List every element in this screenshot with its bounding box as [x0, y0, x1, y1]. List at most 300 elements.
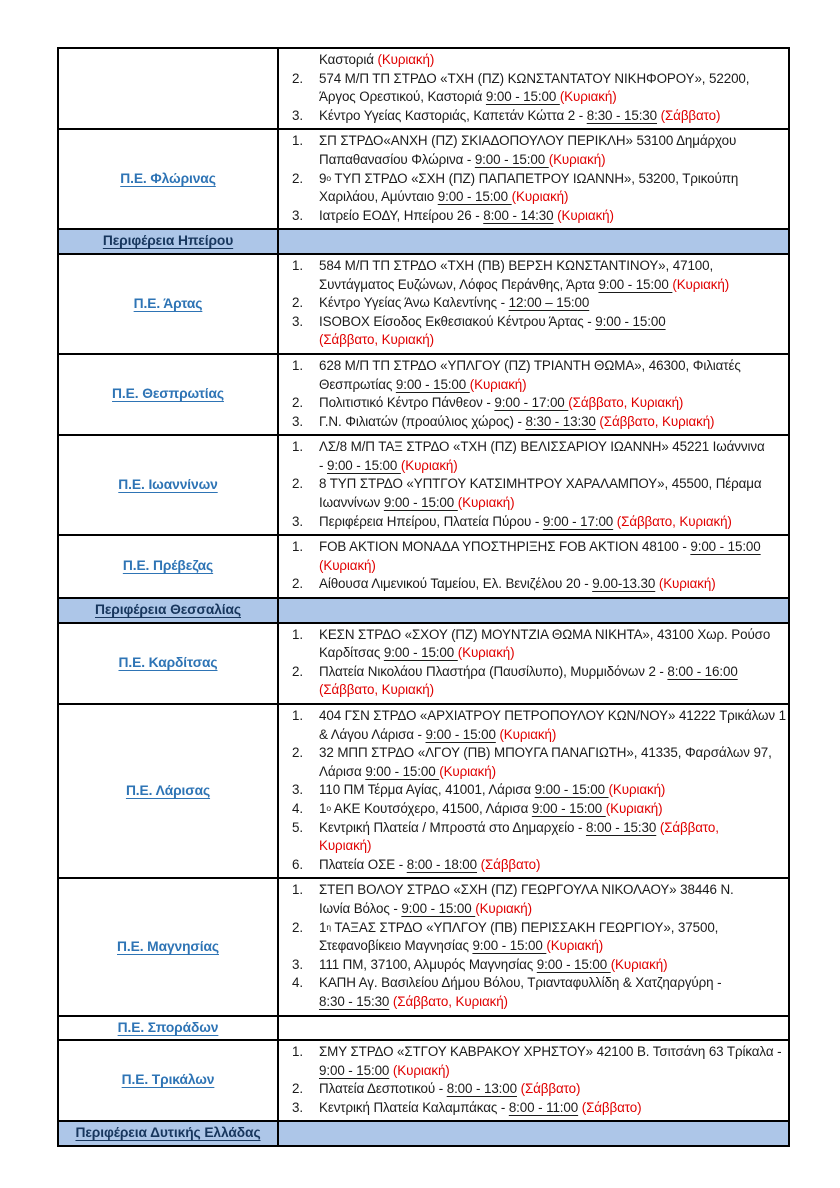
unit-label-cell — [59, 49, 279, 128]
locations-cell — [279, 599, 788, 622]
item-line — [319, 993, 782, 1012]
item-text — [319, 974, 782, 1011]
item-text — [319, 781, 782, 800]
day-note: (Κυριακή) — [400, 457, 458, 473]
day-note: (Κυριακή) — [548, 151, 606, 167]
item-line — [319, 707, 786, 726]
regional-unit-row — [59, 536, 788, 599]
schedule-time: 8:30 - 13:30 — [525, 413, 596, 429]
day-note: (Κυριακή) — [457, 645, 515, 661]
location-text: - — [319, 457, 327, 473]
unit-label-cell — [59, 705, 279, 877]
location-text: ΛΣ/8 Μ/Π ΤΑΞ ΣΤΡΔΟ «ΤΧΗ (ΠΖ) ΒΕΛΙΣΣΑΡΙΟΥ ΙΩΑΝΝΗ» 45221 Ιωάννινα — [319, 439, 765, 455]
item-number: 3. — [292, 313, 303, 329]
regional-unit-row — [59, 436, 788, 536]
item-number: 4. — [292, 800, 303, 816]
item-line — [319, 956, 782, 975]
item-line — [319, 856, 782, 875]
item-text — [319, 575, 782, 594]
region-header-label[interactable]: Περιφέρεια Θεσσαλίας — [94, 602, 241, 618]
item-line — [319, 1043, 782, 1062]
location-text: Ιωαννίνων — [319, 495, 384, 511]
location-text: 1 — [319, 919, 327, 935]
schedule-time: 9:00 - 17:00 — [542, 513, 614, 529]
locations-cell — [279, 624, 788, 703]
item-number: 3. — [292, 107, 303, 123]
item-line — [319, 276, 782, 295]
item-number: 6. — [292, 856, 303, 872]
day-note: (Σάββατο, Κυριακή) — [568, 395, 684, 411]
schedule-time: 9:00 - 15:00 — [485, 89, 560, 105]
schedule-time: 8:30 - 15:30 — [586, 107, 658, 123]
schedule-time: 9:00 - 15:00 — [536, 956, 611, 972]
locations-cell — [279, 130, 788, 228]
item-line — [319, 331, 782, 350]
item-text — [319, 956, 782, 975]
item-number: 1. — [292, 539, 303, 555]
day-note: (Κυριακή) — [546, 938, 604, 954]
schedule-time: 9:00 - 17:00 — [494, 395, 569, 411]
item-line — [319, 457, 782, 476]
item-line — [319, 881, 782, 900]
region-header-row — [59, 1122, 788, 1145]
locations-cell — [279, 255, 788, 353]
schedule-time: 9:00 - 15:00 — [595, 313, 666, 329]
item-number: 2. — [292, 170, 303, 186]
item-text — [319, 438, 782, 475]
location-text: Χαριλάου, Αμύνταιο — [319, 189, 438, 205]
item-number: 2. — [292, 476, 303, 492]
location-text: ΣΤΕΠ ΒΟΛΟΥ ΣΤΡΔΟ «ΣΧΗ (ΠΖ) ΓΕΩΡΓΟΥΛΑ ΝΙΚΟΛΑΟΥ» 38446 Ν. — [319, 882, 734, 898]
schedule-time: 8:00 - 16:00 — [667, 663, 738, 679]
location-item — [292, 438, 782, 475]
unit-label-cell — [59, 355, 279, 434]
item-text — [319, 663, 782, 700]
regional-unit-row — [59, 130, 788, 230]
day-note: (Κυριακή) — [557, 207, 614, 223]
item-line — [319, 1062, 782, 1081]
item-number: 2. — [292, 919, 303, 935]
item-text — [319, 70, 782, 107]
item-text — [319, 51, 782, 70]
location-text: Πολιτιστικό Κέντρο Πάνθεον - — [319, 395, 495, 411]
item-text — [319, 394, 782, 413]
item-number: 3. — [292, 207, 303, 223]
ordinal-superscript: ο — [326, 802, 331, 813]
regional-unit-row — [59, 1041, 788, 1122]
location-item — [292, 357, 782, 394]
item-line — [319, 313, 782, 332]
day-note: (Κυριακή) — [457, 495, 515, 511]
location-text: Συντάγματος Ευζώνων, Λόφος Περάνθης, Άρτα — [319, 276, 599, 292]
item-text — [319, 413, 782, 432]
location-text: Κέντρο Υγείας Καστοριάς, Καπετάν Κώττα 2 - — [319, 107, 587, 123]
day-note: (Σάββατο, — [659, 819, 719, 835]
unit-label-link[interactable]: Π.Ε. Ιωαννίνων — [118, 476, 218, 492]
item-line — [319, 51, 782, 70]
location-text: Παπαθανασίου Φλώρινα - — [319, 151, 475, 167]
location-item — [292, 1099, 782, 1118]
item-number: 1. — [292, 626, 303, 642]
location-text: Κέντρο Υγείας Άνω Καλεντίνης - — [319, 295, 509, 311]
item-text — [319, 856, 782, 875]
item-line — [319, 538, 782, 557]
item-line — [319, 781, 782, 800]
day-note: (Σάββατο) — [581, 1099, 642, 1115]
item-line — [319, 974, 782, 993]
day-note: (Σάββατο, Κυριακή) — [319, 682, 435, 698]
location-text: Κεντρική Πλατεία Καλαμπάκας - — [319, 1099, 509, 1115]
day-note: Κυριακή) — [319, 838, 372, 854]
item-line — [319, 413, 782, 432]
item-line — [319, 900, 782, 919]
item-line — [319, 394, 782, 413]
schedule-time: 9:00 - 15:00 — [534, 782, 609, 798]
item-text — [319, 475, 782, 512]
location-text: Αίθουσα Λιμενικού Ταμείου, Ελ. Βενιζέλου 20 - — [319, 576, 593, 592]
location-text: Καρδίτσας — [319, 645, 384, 661]
regional-unit-row — [59, 1017, 788, 1042]
region-header-row — [59, 599, 788, 624]
item-text — [319, 881, 782, 918]
locations-cell — [279, 1041, 788, 1120]
day-note: (Σάββατο) — [480, 856, 541, 872]
item-number: 1. — [292, 1044, 303, 1060]
location-item — [292, 744, 782, 781]
location-text: 111 ΠΜ, 37100, Αλμυρός Μαγνησίας — [319, 956, 537, 972]
day-note: (Κυριακή) — [559, 89, 617, 105]
item-number: 1. — [292, 708, 303, 723]
item-line — [319, 1099, 782, 1118]
item-number: 1. — [292, 357, 303, 373]
location-item — [292, 819, 782, 856]
day-note: (Κυριακή) — [608, 782, 666, 798]
location-item — [292, 919, 782, 956]
regional-unit-row — [59, 879, 788, 1016]
location-item — [292, 663, 782, 700]
location-item — [292, 413, 782, 432]
location-text: Ιατρείο ΕΟΔΥ, Ηπείρου 26 - — [319, 207, 484, 223]
day-note: (Κυριακή) — [392, 1062, 450, 1078]
item-text — [319, 294, 782, 313]
regional-unit-row — [59, 49, 788, 130]
item-line — [319, 376, 782, 395]
region-header-cell — [59, 1122, 279, 1145]
schedule-time: 9:00 - 15:00 — [531, 800, 606, 816]
item-line — [319, 744, 782, 763]
item-text — [319, 744, 782, 781]
item-number: 2. — [292, 1081, 303, 1097]
location-item — [292, 170, 782, 207]
location-item — [292, 707, 786, 744]
item-number: 2. — [292, 663, 303, 679]
schedule-time: 9:00 - 15:00 — [326, 457, 401, 473]
item-text — [319, 357, 782, 394]
schedule-time: 8:00 - 13:00 — [446, 1081, 517, 1097]
day-note: (Κυριακή) — [605, 800, 663, 816]
item-line — [319, 837, 782, 856]
item-line — [319, 151, 782, 170]
schedule-time: 9:00 - 15:00 — [598, 276, 673, 292]
item-line — [319, 132, 782, 151]
location-item — [292, 1043, 782, 1080]
location-item — [292, 207, 782, 226]
location-text: 32 ΜΠΠ ΣΤΡΔΟ «ΛΓΟΥ (ΠΒ) ΜΠΟΥΓΑ ΠΑΝΑΓΙΩΤΗ», 41335, Φαρσάλων 97, — [319, 745, 772, 761]
location-item — [292, 626, 782, 663]
schedule-time: 9:00 - 15:00 — [365, 763, 440, 779]
unit-label-cell — [59, 130, 279, 228]
unit-label-link[interactable]: Π.Ε. Άρτας — [133, 295, 203, 311]
schedule-time: 8:30 - 15:30 — [319, 993, 390, 1009]
locations-table — [57, 47, 790, 1147]
unit-label-cell — [59, 536, 279, 597]
item-number: 2. — [292, 745, 303, 761]
item-text — [319, 1080, 782, 1099]
location-text: ΚΕΣΝ ΣΤΡΔΟ «ΣΧΟΥ (ΠΖ) ΜΟΥΝΤΖΙΑ ΘΩΜΑ ΝΙΚΗΤΑ», 43100 Χωρ. Ρούσο — [319, 626, 771, 642]
location-item — [292, 257, 782, 294]
item-line — [319, 438, 782, 457]
item-line — [319, 170, 782, 189]
location-item — [292, 107, 782, 126]
location-text: & Λάγου Λάρισα - — [319, 726, 426, 742]
location-text: ΣΜΥ ΣΤΡΔΟ «ΣΤΓΟΥ ΚΑΒΡΑΚΟΥ ΧΡΗΣΤΟΥ» 42100 Β. Τσιτσάνη 63 Τρίκαλα - — [319, 1044, 782, 1060]
unit-label-link[interactable]: Π.Ε. Μαγνησίας — [117, 938, 219, 954]
item-line — [319, 663, 782, 682]
item-text — [319, 107, 782, 126]
unit-label-cell — [59, 1041, 279, 1120]
unit-label-link[interactable]: Π.Ε. Λάρισας — [125, 782, 211, 798]
schedule-time: 9:00 - 15:00 — [437, 189, 512, 205]
day-note: (Κυριακή) — [511, 189, 569, 205]
ordinal-superscript: ο — [326, 172, 331, 183]
item-number: 3. — [292, 1099, 303, 1115]
day-note: (Κυριακή) — [439, 763, 496, 779]
item-line — [319, 513, 782, 532]
schedule-time: 9:00 - 15:00 — [690, 539, 761, 555]
item-line — [319, 257, 782, 276]
region-header-row — [59, 230, 788, 255]
location-text: FOB AKTION ΜΟΝΑΔΑ ΥΠΟΣΤΗΡΙΞΗΣ FOB AKTION 48100 - — [319, 539, 691, 555]
location-text: 404 ΓΣΝ ΣΤΡΔΟ «ΑΡΧΙΑΤΡΟΥ ΠΕΤΡΟΠΟΥΛΟΥ ΚΩΝ/ΝΟΥ» 41222 Τρικάλων 1 — [319, 708, 786, 723]
region-header-cell — [59, 230, 279, 253]
item-line — [319, 557, 782, 576]
ordinal-superscript: η — [326, 921, 331, 932]
location-item — [292, 132, 782, 169]
schedule-time: 9:00 - 15:00 — [383, 645, 458, 661]
item-number: 3. — [292, 782, 303, 798]
schedule-time: 9.00-13.30 — [592, 576, 656, 592]
unit-label-link[interactable]: Π.Ε. Θεσπρωτίας — [112, 386, 224, 402]
schedule-time: 8:00 - 18:00 — [406, 856, 478, 872]
location-text: ISOBOX Είσοδος Εκθεσιακού Κέντρου Άρτας - — [319, 313, 596, 329]
location-text: Κεντρική Πλατεία / Μπροστά στο Δημαρχείο - — [319, 819, 586, 835]
location-text: Θεσπρωτίας — [319, 376, 396, 392]
unit-label-link[interactable]: Π.Ε. Φλώρινας — [120, 171, 216, 187]
location-item — [292, 575, 782, 594]
locations-cell — [279, 436, 788, 534]
regional-unit-row — [59, 624, 788, 705]
item-line — [319, 475, 782, 494]
item-text — [319, 819, 782, 856]
item-text — [319, 626, 782, 663]
item-line — [319, 726, 782, 745]
location-item — [292, 394, 782, 413]
item-line — [319, 107, 782, 126]
locations-cell — [279, 230, 788, 253]
item-text — [319, 707, 786, 744]
schedule-time: 8:00 - 15:30 — [585, 819, 657, 835]
item-number: 5. — [292, 819, 303, 835]
region-header-label[interactable]: Περιφέρεια Δυτικής Ελλάδας — [75, 1125, 261, 1141]
schedule-time: 8:00 - 11:00 — [508, 1099, 579, 1115]
schedule-time: 9:00 - 15:00 — [383, 495, 458, 511]
item-line — [319, 937, 782, 956]
location-text: Στεφανοβίκειο Μαγνησίας — [319, 938, 473, 954]
location-item — [292, 781, 782, 800]
day-note: (Σάββατο) — [520, 1081, 581, 1097]
item-line — [319, 1080, 782, 1099]
item-text — [319, 1043, 782, 1080]
location-text: 8 ΤΥΠ ΣΤΡΔΟ «ΥΠΤΓΟΥ ΚΑΤΣΙΜΗΤΡΟΥ ΧΑΡΑΛΑΜΠΟΥ», 45500, Πέραμα — [319, 476, 762, 492]
day-note: (Κυριακή) — [377, 52, 435, 67]
regional-unit-row — [59, 705, 788, 879]
locations-cell — [279, 355, 788, 434]
locations-cell — [279, 1017, 788, 1040]
item-line — [319, 763, 782, 782]
location-item — [292, 974, 782, 1011]
location-text: 574 Μ/Π ΤΠ ΣΤΡΔΟ «ΤΧΗ (ΠΖ) ΚΩΝΣΤΑΝΤΑΤΟΥ ΝΙΚΗΦΟΡΟΥ», 52200, — [319, 70, 750, 86]
item-line — [319, 88, 782, 107]
location-text: Καστοριά — [319, 52, 378, 67]
item-text — [319, 800, 782, 819]
location-text: 628 Μ/Π ΤΠ ΣΤΡΔΟ «ΥΠΛΓΟΥ (ΠΖ) ΤΡΙΑΝΤΗ ΘΩΜΑ», 46300, Φιλιατές — [319, 357, 741, 373]
unit-label-cell — [59, 624, 279, 703]
item-text — [319, 207, 782, 226]
region-header-label[interactable]: Περιφέρεια Ηπείρου — [102, 233, 234, 249]
unit-label-cell — [59, 255, 279, 353]
location-text: 1 — [319, 800, 327, 816]
schedule-time: 9:00 - 15:00 — [425, 726, 496, 742]
location-item — [292, 70, 782, 107]
location-text: Πλατεία Νικολάου Πλαστήρα (Παυσίλυπο), Μυρμιδόνων 2 - — [319, 663, 668, 679]
locations-cell — [279, 49, 788, 128]
item-line — [319, 494, 782, 513]
location-item — [292, 856, 782, 875]
location-text: ΤΥΠ ΣΤΡΔΟ «ΣΧΗ (ΠΖ) ΠΑΠΑΠΕΤΡΟΥ ΙΩΑΝΝΗ», 53200, Τρικούπη — [331, 170, 739, 186]
item-text — [319, 132, 782, 169]
location-item — [292, 51, 782, 70]
unit-label-link[interactable]: Π.Ε. Τρικάλων — [121, 1072, 215, 1088]
item-line — [319, 626, 782, 645]
item-text — [319, 919, 782, 956]
item-number: 4. — [292, 975, 303, 991]
day-note: (Σάββατο, Κυριακή) — [319, 332, 435, 348]
day-note: (Κυριακή) — [658, 576, 716, 592]
item-number: 2. — [292, 576, 303, 592]
location-text: Πλατεία ΟΣΕ - — [319, 856, 407, 872]
day-note: (Σάββατο, Κυριακή) — [599, 413, 715, 429]
item-text — [319, 313, 782, 350]
location-text: ΤΑΞΑΣ ΣΤΡΔΟ «ΥΠΛΓΟΥ (ΠΒ) ΠΕΡΙΣΣΑΚΗ ΓΕΩΡΓΙΟΥ», 37500, — [331, 919, 719, 935]
regional-unit-row — [59, 355, 788, 436]
item-number: 1. — [292, 882, 303, 898]
location-text: ΣΠ ΣΤΡΔΟ«ΑΝΧΗ (ΠΖ) ΣΚΙΑΔΟΠΟΥΛΟΥ ΠΕΡΙΚΛΗ» 53100 Δημάρχου — [319, 133, 737, 149]
location-item — [292, 956, 782, 975]
locations-cell — [279, 705, 788, 877]
location-text: 9 — [319, 170, 327, 186]
location-text: 584 Μ/Π ΤΠ ΣΤΡΔΟ «ΤΧΗ (ΠΒ) ΒΕΡΣΗ ΚΩΝΣΤΑΝΤΙΝΟΥ», 47100, — [319, 257, 714, 273]
item-number: 2. — [292, 295, 303, 311]
day-note: (Σάββατο) — [660, 107, 721, 123]
schedule-time: 9:00 - 15:00 — [474, 151, 549, 167]
regional-unit-row — [59, 255, 788, 355]
location-text: ΑΚΕ Κουτσόχερο, 41500, Λάρισα — [331, 800, 532, 816]
location-text: Περιφέρεια Ηπείρου, Πλατεία Πύρου - — [319, 513, 543, 529]
region-header-cell — [59, 599, 279, 622]
location-text: ΚΑΠΗ Αγ. Βασιλείου Δήμου Βόλου, Τριανταφυλλίδη & Χατζηαργύρη - — [319, 975, 722, 991]
location-text: Άργος Ορεστικού, Καστοριά — [319, 89, 486, 105]
location-item — [292, 538, 782, 575]
schedule-time: 9:00 - 15:00 — [319, 1062, 390, 1078]
item-line — [319, 919, 782, 938]
item-line — [319, 357, 782, 376]
item-line — [319, 681, 782, 700]
location-text: Ιωνία Βόλος - — [319, 900, 402, 916]
item-text — [319, 1099, 782, 1118]
locations-cell — [279, 536, 788, 597]
day-note: (Κυριακή) — [469, 376, 527, 392]
unit-label-cell — [59, 879, 279, 1014]
unit-label-link[interactable]: Π.Ε. Σποράδων — [117, 1019, 219, 1035]
item-number: 1. — [292, 257, 303, 273]
item-text — [319, 538, 782, 575]
location-item — [292, 475, 782, 512]
unit-label-cell — [59, 436, 279, 534]
day-note: (Κυριακή) — [319, 557, 376, 573]
item-line — [319, 800, 782, 819]
location-text: Πλατεία Δεσποτικού - — [319, 1081, 447, 1097]
item-line — [319, 188, 782, 207]
location-text: Γ.Ν. Φιλιατών (προαύλιος χώρος) - — [319, 413, 526, 429]
item-text — [319, 513, 782, 532]
schedule-time: 9:00 - 15:00 — [472, 938, 547, 954]
item-number: 2. — [292, 70, 303, 86]
schedule-time: 9:00 - 15:00 — [395, 376, 470, 392]
location-item — [292, 800, 782, 819]
unit-label-link[interactable]: Π.Ε. Πρέβεζας — [122, 558, 214, 574]
item-number: 3. — [292, 513, 303, 529]
day-note: (Κυριακή) — [475, 900, 532, 916]
item-text — [319, 257, 782, 294]
location-item — [292, 1080, 782, 1099]
day-note: (Κυριακή) — [499, 726, 557, 742]
schedule-time: 9:00 - 15:00 — [401, 900, 476, 916]
item-line — [319, 575, 782, 594]
unit-label-cell — [59, 1017, 279, 1040]
item-line — [319, 819, 782, 838]
day-note: (Κυριακή) — [610, 956, 668, 972]
location-item — [292, 513, 782, 532]
location-item — [292, 313, 782, 350]
location-text: 110 ΠΜ Τέρμα Αγίας, 41001, Λάρισα — [319, 782, 535, 798]
locations-cell — [279, 1122, 788, 1145]
item-text — [319, 170, 782, 207]
location-item — [292, 294, 782, 313]
item-line — [319, 644, 782, 663]
unit-label-link[interactable]: Π.Ε. Καρδίτσας — [118, 655, 218, 671]
day-note: (Κυριακή) — [672, 276, 730, 292]
item-line — [319, 70, 782, 89]
